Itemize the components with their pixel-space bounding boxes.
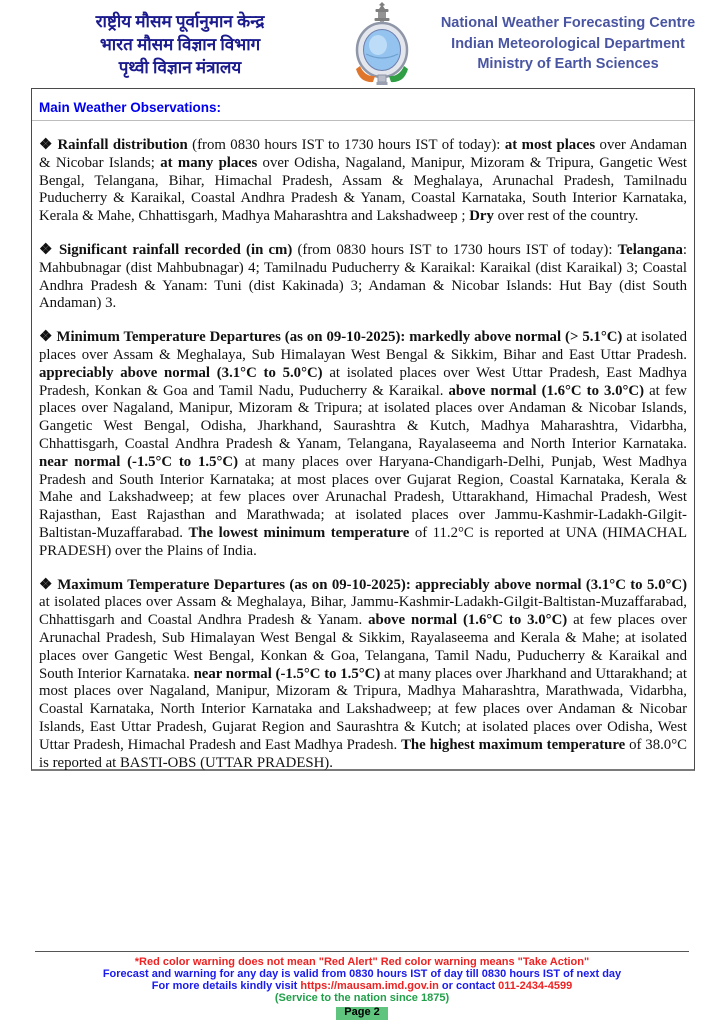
observation-bold-text: at many places xyxy=(160,154,263,171)
observation-text: at many places over Jharkhand and Uttarakhand; at most places over Nagaland, Manipur, Mizoram & Tripura, Madhya Maharashtra, Marathwada, Vidarbha, Coastal Karnataka, North Interior Karnataka and Lakshadweep; at few places over Andaman & Nicobar Islands, East Uttar Pradesh, Gujarat Region and Saurashtra & Kutch; at isolated places over Odisha, West Uttar Pradesh, Himachal Pradesh and East Madhya Pradesh. xyxy=(39,665,687,753)
observation-text: at isolated places over Assam & Meghalaya, Bihar, Jammu-Kashmir-Ladakh-Gilgit-Baltistan-Muzaffarabad, Chhattisgarh and Coastal Andhra Pradesh & Yanam. xyxy=(39,594,687,629)
observation-text: over Odisha, Nagaland, Manipur, Mizoram & Tripura, Gangetic West Bengal, Telangana, Bihar, Himachal Pradesh, Assam & Meghalaya, Arunachal Pradesh, Tamilnadu Puducherry & Karaikal, Coastal Andhra Pradesh & Yanam, Coastal Karnataka, South Interior Karnataka, Kerala & Mahe, Chhattisgarh, Madhya Maharashtra and Lakshadweep ; xyxy=(39,154,687,225)
org-hindi-line-2: भारत मौसम विज्ञान विभाग xyxy=(99,35,261,54)
observation-text: (from 0830 hours IST to 1730 hours IST of today): xyxy=(192,137,505,153)
observation-bold-text: near normal (-1.5°C to 1.5°C) xyxy=(39,453,245,470)
observation-text: of 11.2°C is reported at UNA (HIMACHAL PRADESH) over the Plains of India. xyxy=(39,524,687,559)
observation-bold-text: ❖ Minimum Temperature Departures (as on 09-10-2025): markedly above normal (> 5.1°C) xyxy=(39,329,627,346)
imd-emblem-icon xyxy=(342,2,422,86)
footer-divider xyxy=(35,951,689,952)
org-name-hindi xyxy=(52,10,308,79)
observation-bold-text: appreciably above normal (3.1°C to 5.0°C) xyxy=(39,364,330,381)
observation-text: over Andaman & Nicobar Islands; xyxy=(39,137,687,171)
observation-bold-text: ❖ Maximum Temperature Departures (as on 09-10-2025): appreciably above normal (3.1°C to 5.0°C) xyxy=(39,576,687,593)
footer-contact-text: For more details kindly visit xyxy=(151,979,301,992)
org-hindi-line-3: पृथ्वी विज्ञान मंत्रालय xyxy=(118,58,242,77)
footer-validity-note: Forecast and warning for any day is valid from 0830 hours IST of day till 0830 hours IST of next day xyxy=(102,967,622,980)
org-hindi-line-1: राष्ट्रीय मौसम पूर्वानुमान केन्द्र xyxy=(95,12,265,31)
footer-warning-note: *Red color warning does not mean "Red Alert" Red color warning means "Take Action" xyxy=(134,956,590,968)
observations-title: Main Weather Observations: xyxy=(32,89,694,121)
footer-contact-line xyxy=(35,981,689,993)
org-name-english xyxy=(430,13,706,75)
observation-paragraph xyxy=(39,329,687,560)
observation-text: over rest of the country. xyxy=(497,208,639,225)
footer-contact-text: or contact xyxy=(438,979,499,992)
imd-medallion-icon xyxy=(357,23,407,77)
observation-bold-text: The highest maximum temperature xyxy=(401,736,630,753)
observations-body xyxy=(32,137,694,772)
observation-bold-text: ❖ Rainfall distribution xyxy=(39,137,193,153)
footer-contact-text: 011-2434-4599 xyxy=(498,979,573,992)
observation-text: at many places over Haryana-Chandigarh-Delhi, Punjab, West Madhya Pradesh and South Interior Karnataka; at most places over Gujarat Region, Coastal Karnataka, Kerala & Mahe and Lakshadweep; at few places over Arunachal Pradesh, Uttarakhand, Himachal Pradesh, West Rajasthan, East Rajasthan and Marathwada; at isolated places over Jammu-Kashmir-Ladakh-Gilgit-Baltistan-Muzaffarabad. xyxy=(39,453,687,541)
page-number-badge: Page 2 xyxy=(336,1007,387,1020)
footer-service-note: (Service to the nation since 1875) xyxy=(274,991,450,1004)
document-footer xyxy=(35,951,689,1020)
observation-bold-text: Telangana xyxy=(617,241,683,258)
observation-bold-text: above normal (1.6°C to 3.0°C) xyxy=(368,612,574,629)
observation-bold-text: above normal (1.6°C to 3.0°C) xyxy=(448,382,650,399)
observations-box xyxy=(31,88,695,771)
observation-text: : Mahbubnagar (dist Mahbubnagar) 4; Tamilnadu Puducherry & Karaikal: Karaikal (dist Karaikal) 3; Coastal Andhra Pradesh & Yanam: Tuni (dist Kakinada) 3; Andaman & Nicobar Islands: Hut Bay (dist South Andaman) 3. xyxy=(39,241,687,312)
document-header xyxy=(0,0,724,88)
observation-text: (from 0830 hours IST to 1730 hours IST of today): xyxy=(297,241,618,258)
observation-paragraph xyxy=(39,577,687,773)
mausam-website-link[interactable]: https://mausam.imd.gov.in xyxy=(300,979,439,992)
observation-paragraph xyxy=(39,137,687,226)
observation-bold-text: The lowest minimum temperature xyxy=(188,524,415,541)
org-english-line-1: National Weather Forecasting Centre xyxy=(440,15,696,31)
observation-bold-text: Dry xyxy=(469,208,498,225)
observation-text: at isolated places over West Uttar Pradesh, East Madhya Pradesh, Konkan & Goa and Tamil Nadu, Puducherry & Karaikal. xyxy=(39,364,687,399)
org-english-line-2: Indian Meteorological Department xyxy=(451,35,685,52)
observation-text: at few places over Nagaland, Manipur, Mizoram & Tripura; at isolated places over Andaman & Nicobar Islands, Gangetic West Bengal, Odisha, Jharkhand, Saurashtra & Kutch, Madhya Maharashtra, Vidarbha, Chhattisgarh, Coastal Andhra Pradesh & Yanam, Telangana, Rayalaseema and North Interior Karnataka. xyxy=(39,382,687,452)
org-english-line-3: Ministry of Earth Sciences xyxy=(477,56,659,72)
observation-bold-text: at most places xyxy=(504,137,600,153)
observation-paragraph xyxy=(39,242,687,313)
observation-text: of 38.0°C is reported at BASTI-OBS (UTTAR PRADESH). xyxy=(39,736,687,771)
observation-bold-text: ❖ Significant rainfall recorded (in cm) xyxy=(39,241,298,258)
observation-text: at few places over Arunachal Pradesh, Sub Himalayan West Bengal & Sikkim, Rayalaseema and Kerala & Mahe; at isolated places over Gangetic West Bengal, Konkan & Goa, Telangana, Tamil Nadu, Puducherry & Karaikal and South Interior Karnataka. xyxy=(39,612,687,682)
observation-text: at isolated places over Assam & Meghalaya, Sub Himalayan West Bengal & Sikkim, Bihar and East Uttar Pradesh. xyxy=(39,329,687,363)
observation-bold-text: near normal (-1.5°C to 1.5°C) xyxy=(193,665,385,682)
